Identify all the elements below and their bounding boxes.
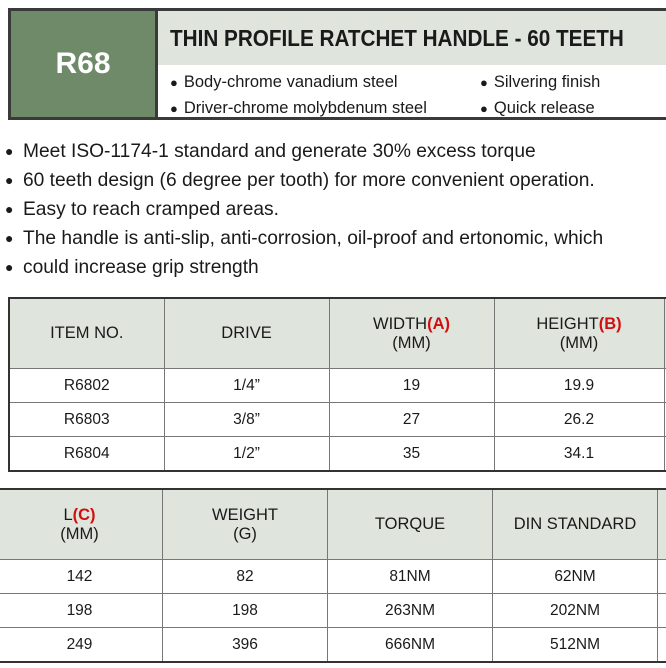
feature-item: ● Silvering finish <box>480 73 600 92</box>
col-header-item-no: ITEM NO. <box>9 298 164 369</box>
table-row: 249 396 666NM 512NM <box>0 628 666 663</box>
bullet-continuation: ● could increase grip strength <box>5 253 665 282</box>
bullet-item: ● Meet ISO-1174-1 standard and generate 30% excess torque <box>5 137 665 166</box>
col-header-torque: TORQUE <box>328 489 493 560</box>
col-header-height: HEIGHT(B) (MM) <box>494 298 664 369</box>
title-bar <box>158 11 666 65</box>
product-code: R68 <box>11 11 158 117</box>
col-header-width: WIDTH(A) (MM) <box>329 298 494 369</box>
bullet-item: ● The handle is anti-slip, anti-corrosion, oil-proof and ertonomic, which <box>5 224 665 253</box>
product-title: THIN PROFILE RATCHET HANDLE - 60 TEETH <box>170 24 624 51</box>
table-row: 142 82 81NM 62NM <box>0 560 666 594</box>
feature-item: ● Quick release <box>480 99 595 118</box>
bullet-item: ● 60 teeth design (6 degree per tooth) for more convenient operation. <box>5 166 665 195</box>
feature-item: ● Body-chrome vanadium steel <box>170 73 398 92</box>
col-header-weight: WEIGHT (G) <box>163 489 328 560</box>
table-row: R6804 1/2” 35 34.1 <box>9 437 666 472</box>
col-header-drive: DRIVE <box>164 298 329 369</box>
table-row: 198 198 263NM 202NM <box>0 594 666 628</box>
product-header <box>8 8 666 120</box>
dimensions-table <box>8 297 666 472</box>
spec-bullet-list <box>5 137 665 282</box>
bullet-item: ● Easy to reach cramped areas. <box>5 195 665 224</box>
table-header-row <box>9 298 666 369</box>
performance-table <box>0 488 666 663</box>
feature-item: ● Driver-chrome molybdenum steel <box>170 99 427 118</box>
col-header-length: L(C) (MM) <box>0 489 163 560</box>
feature-list <box>158 65 666 117</box>
col-header-din-standard: DIN STANDARD <box>493 489 658 560</box>
table-row: R6803 3/8” 27 26.2 <box>9 403 666 437</box>
table-row: R6802 1/4” 19 19.9 <box>9 369 666 403</box>
table-header-row <box>0 489 666 560</box>
